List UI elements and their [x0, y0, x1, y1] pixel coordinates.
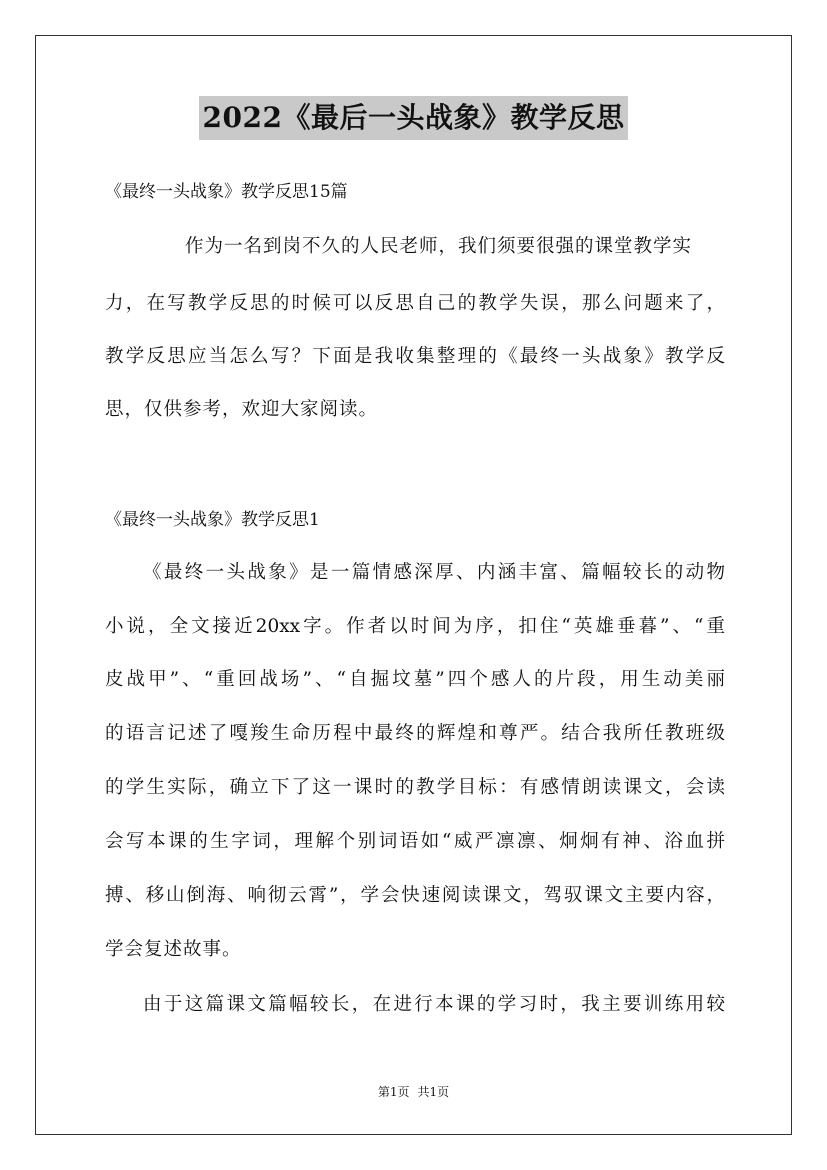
section1-line-1: 《最终一头战象》是一篇情感深厚、内涵丰富、篇幅较长的动物 — [143, 562, 725, 583]
section1-line-5: 的学生实际，确立下了这一课时的教学目标：有感情朗读课文，会读 — [105, 777, 725, 798]
section1-line-7: 搏、移山倒海、响彻云霄”，学会快速阅读课文，驾驭课文主要内容， — [105, 885, 725, 906]
intro-line-4: 思，仅供参考，欢迎大家阅读。 — [105, 399, 379, 420]
title-wrap — [0, 96, 827, 140]
page-footer — [0, 1084, 827, 1100]
section1-line-4: 的语言记述了嘎羧生命历程中最终的辉煌和尊严。结合我所任教班级 — [105, 723, 725, 744]
page-total: 共1页 — [417, 1085, 450, 1099]
section1-line-3: 皮战甲”、“重回战场”、“自掘坟墓”四个感人的片段，用生动美丽 — [105, 669, 725, 690]
section1-line-2: 小说，全文接近20xx字。作者以时间为序，扣住“英雄垂暮”、“重 — [105, 616, 725, 637]
section1-line-8: 学会复述故事。 — [105, 939, 242, 960]
document-title: 2022《最后一头战象》教学反思 — [199, 96, 629, 140]
intro-line-1: 作为一名到岗不久的人民老师，我们须要很强的课堂教学实 — [185, 236, 693, 257]
page-number: 第1页 — [377, 1085, 410, 1099]
section1-heading: 《最终一头战象》教学反思1 — [105, 510, 320, 530]
section1-line-6: 会写本课的生字词，理解个别词语如“威严凛凛、炯炯有神、浴血拼 — [105, 831, 725, 852]
intro-line-2: 力，在写教学反思的时候可以反思自己的教学失误，那么问题来了， — [105, 293, 725, 314]
collection-heading: 《最终一头战象》教学反思15篇 — [105, 182, 348, 202]
section1-para2-line-1: 由于这篇课文篇幅较长，在进行本课的学习时，我主要训练用较 — [143, 994, 725, 1015]
intro-line-3: 教学反思应当怎么写？下面是我收集整理的《最终一头战象》教学反 — [105, 346, 725, 367]
